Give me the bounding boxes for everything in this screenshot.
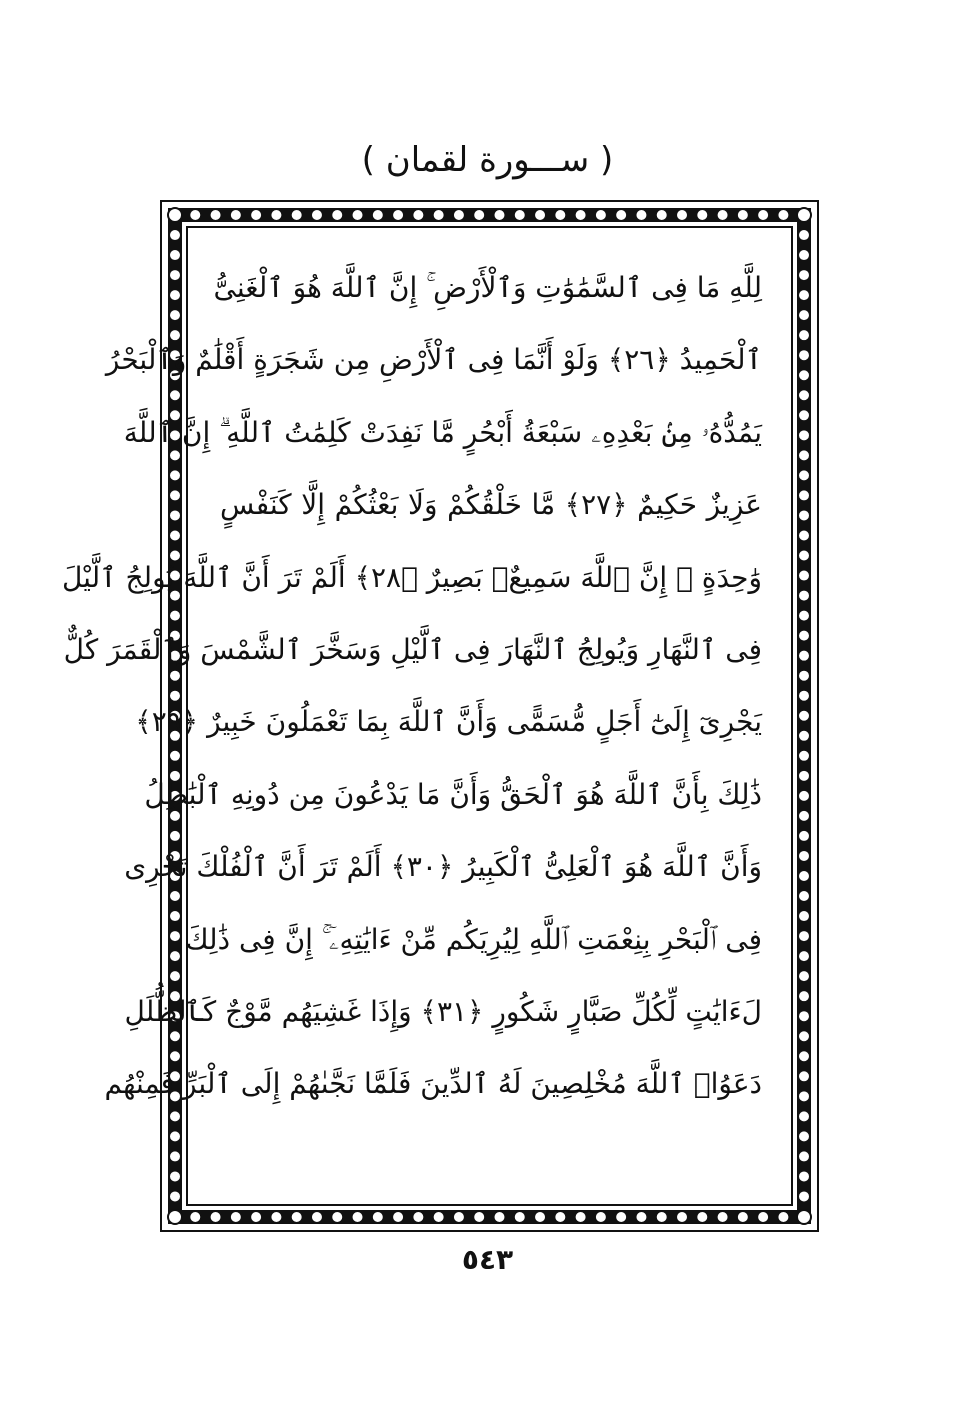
text-line-8: ذَٰلِكَ بِأَنَّ ٱللَّهَ هُوَ ٱلْحَقُّ وَأَنَّ مَا يَدْعُونَ مِن دُونِهِ ٱلْبَٰطِلُ xyxy=(144,777,762,811)
corner-ornament-bottom-left xyxy=(167,1209,183,1225)
text-line-2: ٱلْحَمِيدُ ﴿٢٦﴾ وَلَوْ أَنَّمَا فِى ٱلْأَرْضِ مِن شَجَرَةٍ أَقْلَٰمٌ وَٱلْبَحْرُ xyxy=(105,343,762,377)
text-line-10: فِى ٱلْبَحْرِ بِنِعْمَتِ ٱللَّهِ لِيُرِيَكُم مِّنْ ءَايَٰتِهِۦٓ ۚ إِنَّ فِى ذَٰلِكَ xyxy=(185,922,762,956)
text-line-1: لِلَّهِ مَا فِى ٱلسَّمَٰوَٰتِ وَٱلْأَرْضِ ۚ إِنَّ ٱللَّهَ هُوَ ٱلْغَنِىُّ xyxy=(213,271,762,304)
corner-ornament-top-right xyxy=(796,207,812,223)
text-line-7: يَجْرِىٓ إِلَىٰٓ أَجَلٍ مُّسَمًّى وَأَنَّ ٱللَّهَ بِمَا تَعْمَلُونَ خَبِيرٌ ﴿٢٩﴾ xyxy=(135,705,762,739)
text-line-6: فِى ٱلنَّهَارِ وَيُولِجُ ٱلنَّهَارَ فِى ٱلَّيْلِ وَسَخَّرَ ٱلشَّمْسَ وَٱلْقَمَرَ كُلٌّ xyxy=(63,632,762,666)
text-line-3: يَمُدُّهُۥ مِنۢ بَعْدِهِۦ سَبْعَةُ أَبْحُرٍ مَّا نَفِدَتْ كَلِمَٰتُ ٱللَّهِ ۗ إِنَّ ٱللَّهَ xyxy=(123,415,762,449)
surah-title: ( ســـورة لقمان ) xyxy=(361,140,614,180)
text-line-12: دَعَوُا۟ ٱللَّهَ مُخْلِصِينَ لَهُ ٱلدِّينَ فَلَمَّا نَجَّىٰهُمْ إِلَى ٱلْبَرِّ فَمِنْهُم xyxy=(104,1067,762,1101)
text-line-4: عَزِيزٌ حَكِيمٌ ﴿٢٧﴾ مَّا خَلْقُكُمْ وَلَا بَعْثُكُمْ إِلَّا كَنَفْسٍ xyxy=(220,488,763,522)
corner-ornament-bottom-right xyxy=(796,1209,812,1225)
quran-text-block xyxy=(61,258,763,1127)
text-line-9: وَأَنَّ ٱللَّهَ هُوَ ٱلْعَلِىُّ ٱلْكَبِيرُ ﴿٣٠﴾ أَلَمْ تَرَ أَنَّ ٱلْفُلْكَ تَجْرِى xyxy=(124,850,762,884)
text-line-11: لَءَايَٰتٍ لِّكُلِّ صَبَّارٍ شَكُورٍ ﴿٣١﴾ وَإِذَا غَشِيَهُم مَّوْجٌ كَٱلظُّلَلِ xyxy=(124,994,762,1028)
text-line-5: وَٰحِدَةٍ ۗ إِنَّ ٱللَّهَ سَمِيعٌۢ بَصِيرٌ ﴿٢٨﴾ أَلَمْ تَرَ أَنَّ ٱللَّهَ يُولِجُ ٱلَّيْلَ xyxy=(61,560,762,594)
corner-ornament-top-left xyxy=(167,207,183,223)
page-number: ٥٤٣ xyxy=(461,1243,514,1276)
